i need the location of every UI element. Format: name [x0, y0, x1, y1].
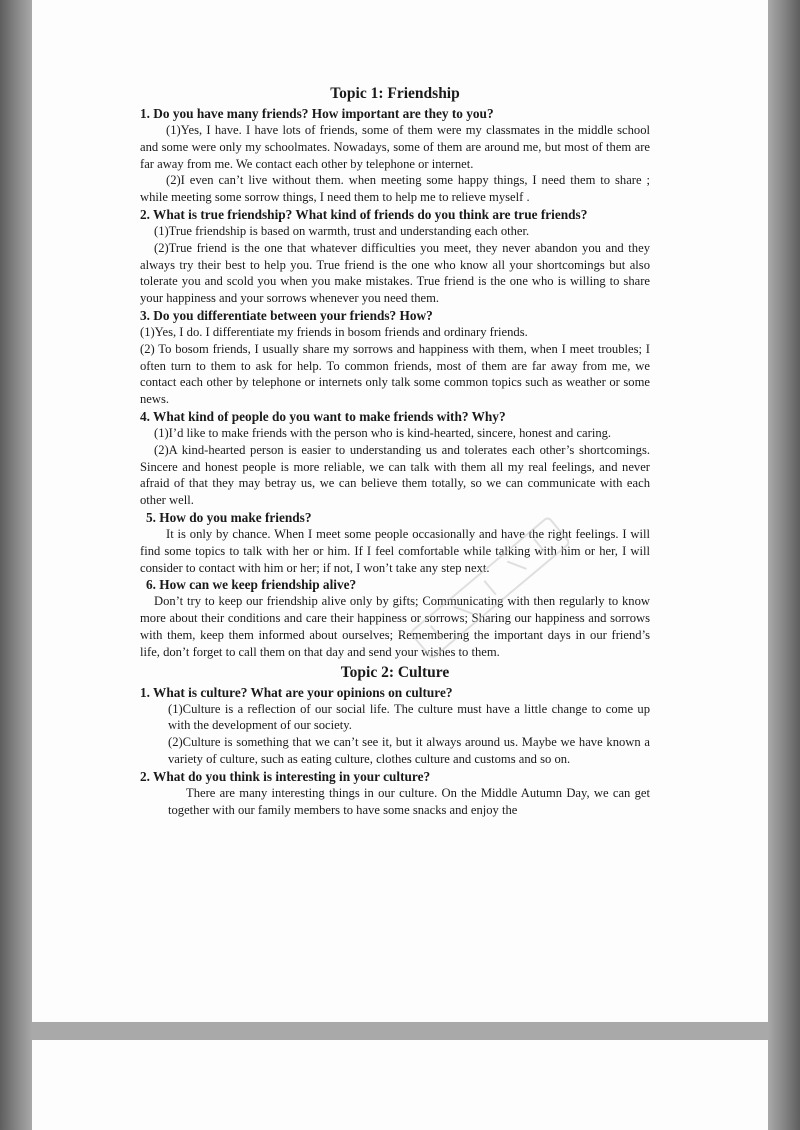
topic-1-q2-answer-2: (2)True friend is the one that whatever difficulties you meet, they never abandon you and they always try their best to help you. True friend is the one who know all your shortcomings but also tolerate you and scold you when you make mistakes. True friend is the one who is willing to share your happiness and your sorrows whenever you need them. [140, 240, 650, 306]
topic-1-question-5: 5. How do you make friends? [146, 509, 312, 525]
document-page [32, 0, 768, 1022]
topic-1-q2-answer-1: (1)True friendship is based on warmth, trust and understanding each other. [154, 223, 530, 238]
topic-1-title: Topic 1: Friendship [330, 85, 460, 102]
topic-1-q3-answer-2: (2) To bosom friends, I usually share my sorrows and happiness with them, when I meet troubles; I often turn to them to ask for help. To common friends, most of them are far away from me, we contact each other by telephone or internets only talk some common topics such as weather or some news. [140, 341, 650, 407]
topic-1-question-6: 6. How can we keep friendship alive? [146, 577, 357, 593]
topic-2-question-2: 2. What do you think is interesting in your culture? [140, 768, 431, 784]
topic-2-q1-answer-1: (1)Culture is a reflection of our social life. The culture must have a little change to come up with the development of our society. [168, 701, 650, 733]
topic-1-question-2: 2. What is true friendship? What kind of friends do you think are true friends? [140, 206, 588, 222]
topic-1-q4-answer-2: (2)A kind-hearted person is easier to understanding us and tolerates each other’s shortcomings. Sincere and honest people is more reliable, we can talk with them all my real feelings, and never afraid of that they may betray us, we can believe them totally, so we can communicate with each other well. [140, 442, 650, 508]
topic-2-q2-answer-1: There are many interesting things in our culture. On the Middle Autumn Day, we can get together with our family members to have some snacks and enjoy the [168, 785, 650, 817]
topic-1-q5-answer-1: It is only by chance. When I meet some people occasionally and have the right feelings. I will find some topics to talk with her or him. If I feel comfortable while talking with him or her, I will consider to contact with him or her; if not, I won’t take any step next. [140, 526, 650, 575]
next-page-edge [32, 1040, 768, 1130]
topic-1-question-1: 1. Do you have many friends? How important are they to you? [140, 106, 494, 121]
topic-2-title: Topic 2: Culture [340, 663, 450, 681]
topic-1-q4-answer-1: (1)I’d like to make friends with the person who is kind-hearted, sincere, honest and caring. [154, 425, 612, 440]
topic-1-q6-answer-1: Don’t try to keep our friendship alive only by gifts; Communicating with then regularly to know more about their conditions and care their happiness or sorrows; Sharing our happiness and sorrows with them, keep them informed about ourselves; Remembering the important days in our friend’s life, don’t forget to call them on that day and send your wishes to them. [140, 594, 650, 659]
topic-2-q2-answers [140, 785, 650, 819]
topic-1-q1-answer-2: (2)I even can’t live without them. when meeting some happy things, I need them to share ; while meeting some sorrow things, I need them to help me to relieve myself . [140, 173, 650, 205]
topic-2-q1-answers [140, 701, 650, 768]
topic-2-question-1: 1. What is culture? What are your opinions on culture? [140, 684, 453, 700]
topic-1-q3-answer-1: (1)Yes, I do. I differentiate my friends in bosom friends and ordinary friends. [140, 324, 528, 339]
topic-2-q1-answer-2: (2)Culture is something that we can’t see it, but it always around us. Maybe we have known a variety of culture, such as eating culture, clothes culture and customs and so on. [168, 735, 650, 766]
topic-1-question-3: 3. Do you differentiate between your friends? How? [140, 307, 433, 323]
topic-1-question-4: 4. What kind of people do you want to make friends with? Why? [140, 408, 506, 424]
topic-1-q1-answer-1: (1)Yes, I have. I have lots of friends, some of them were my classmates in the middle school and some were only my schoolmates. Nowadays, some of them are around me, but most of them are far away from me. We contact each other by telephone or internet. [140, 123, 650, 171]
